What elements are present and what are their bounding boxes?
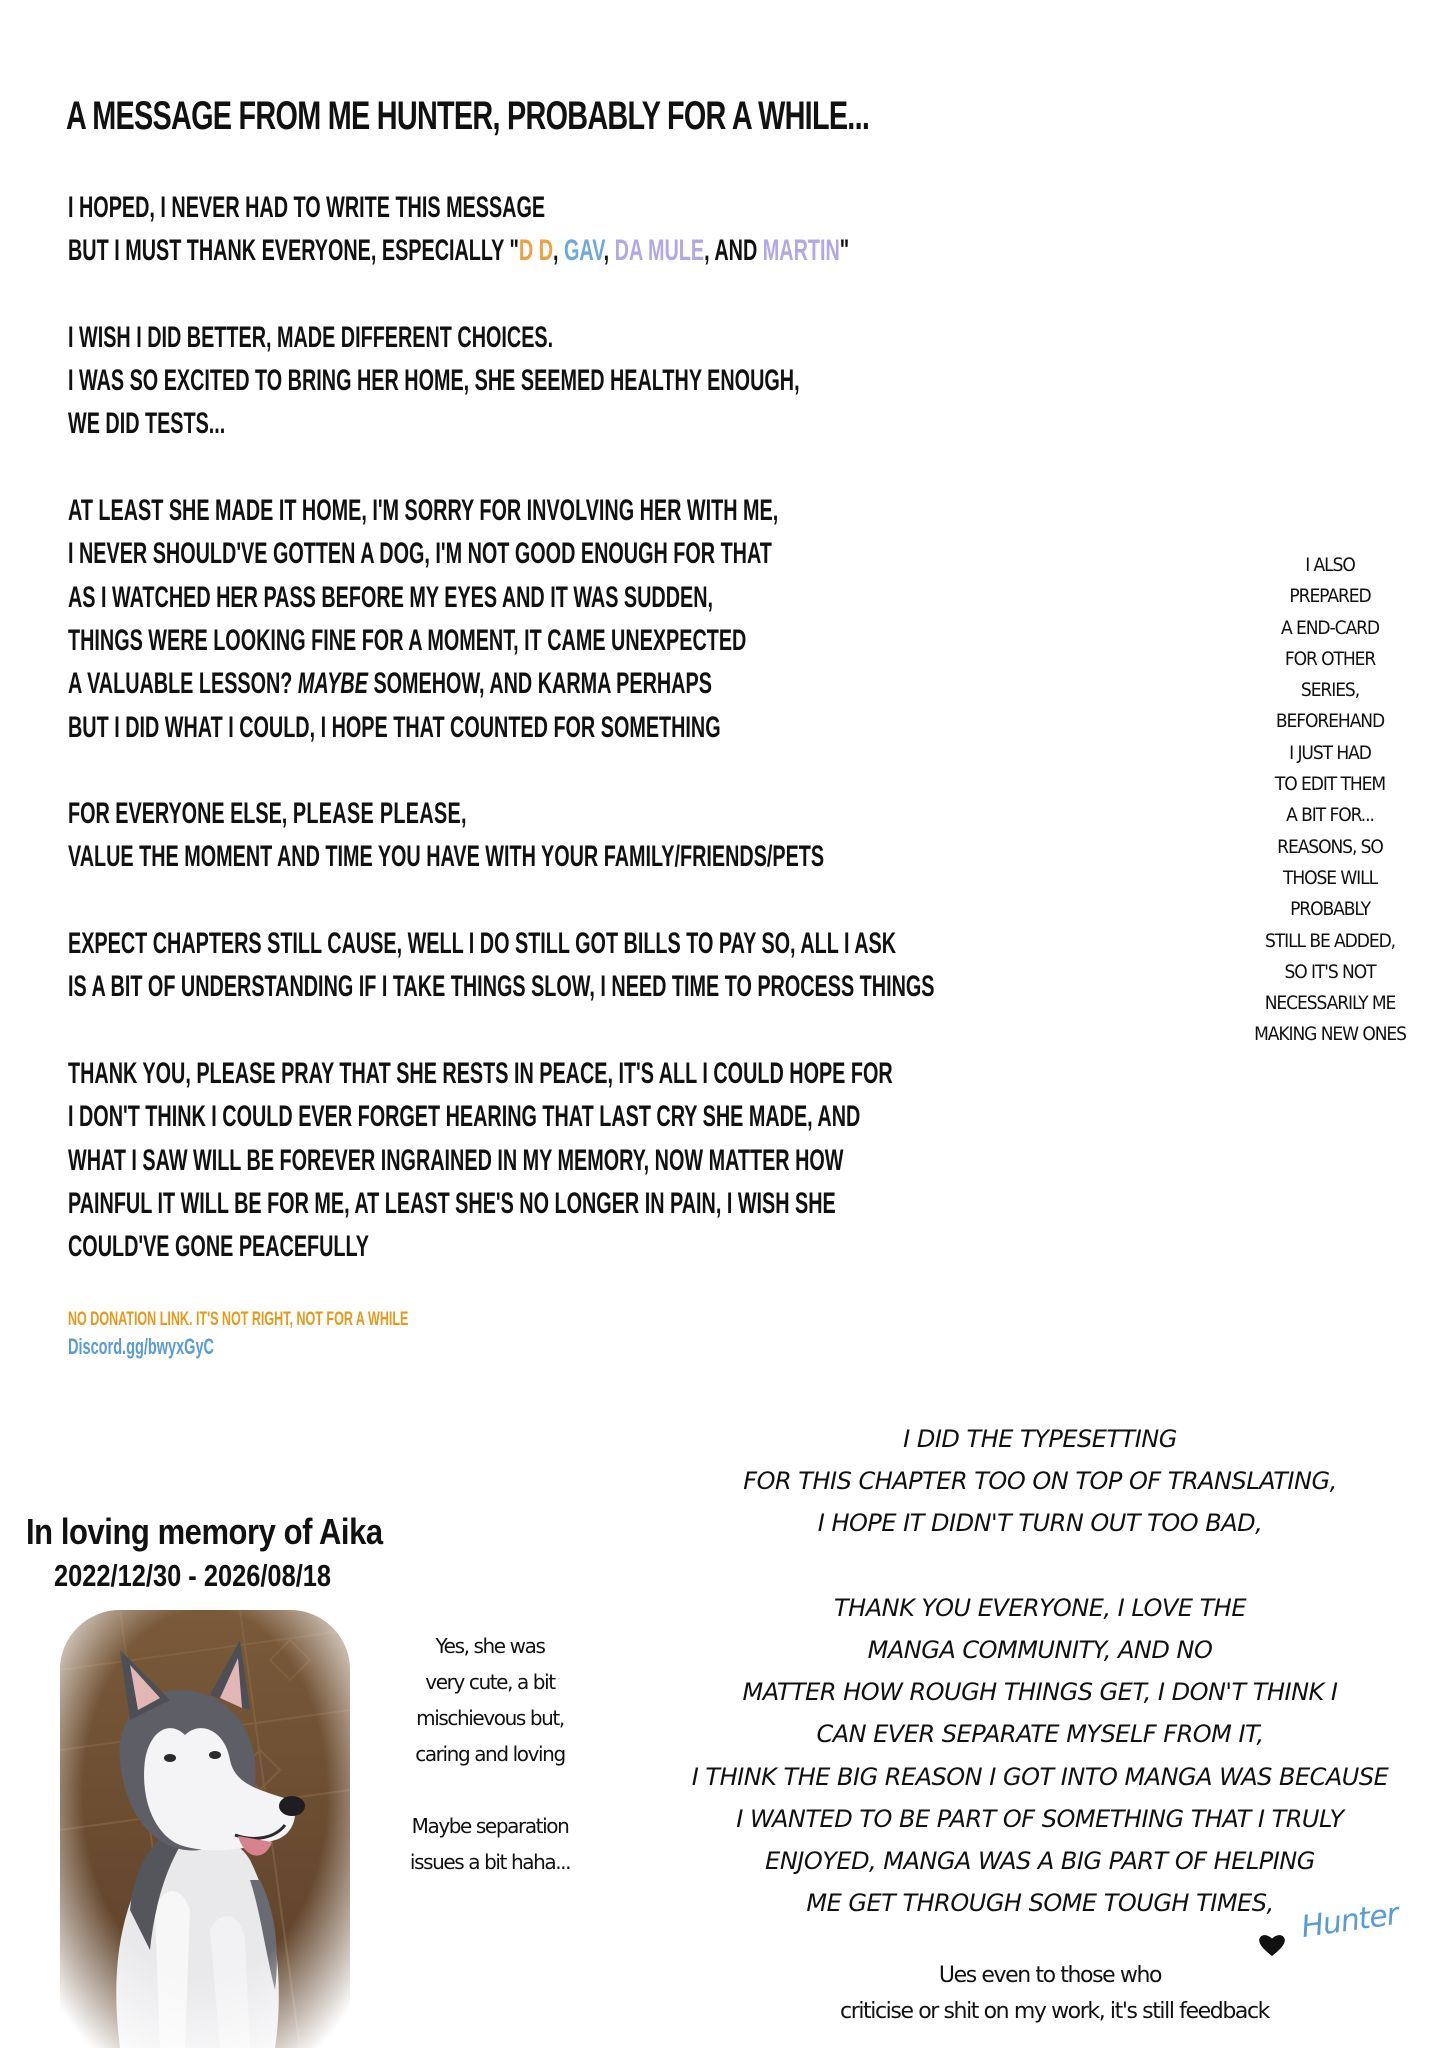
message-line: PAINFUL IT WILL BE FOR ME, AT LEAST SHE'S NO LONGER IN PAIN, I WISH SHE	[68, 1186, 836, 1220]
cute-note-line: Yes, she was	[435, 1634, 545, 1658]
signature-name: Hunter	[1299, 1896, 1401, 1945]
note-line: FOR THIS CHAPTER TOO ON TOP OF TRANSLATING,	[743, 1467, 1337, 1496]
separator: ,	[603, 234, 615, 268]
message-line: BUT I DID WHAT I COULD, I HOPE THAT COUNTED FOR SOMETHING	[68, 710, 721, 744]
name-dd: D D	[518, 234, 554, 268]
name-martin: MARTIN	[762, 234, 840, 268]
cute-note-line: Maybe separation	[411, 1814, 569, 1838]
thanks-suffix: "	[839, 234, 850, 268]
lesson-suffix: SOMEHOW, AND KARMA PERHAPS	[367, 667, 712, 701]
side-note-line: A BIT FOR...	[1286, 804, 1374, 827]
message-body	[68, 186, 935, 1268]
note-line: I THINK THE BIG REASON I GOT INTO MANGA WAS BECAUSE	[691, 1762, 1389, 1791]
side-note-line: SERIES,	[1300, 679, 1360, 702]
side-note-line: MAKING NEW ONES	[1254, 1023, 1406, 1046]
message-line: AS I WATCHED HER PASS BEFORE MY EYES AND IT WAS SUDDEN,	[68, 580, 714, 614]
typesetting-note	[640, 1418, 1440, 1924]
bottom-note	[840, 1958, 1270, 2030]
note-line: MANGA COMMUNITY, AND NO	[867, 1636, 1213, 1664]
side-note-line: THOSE WILL	[1282, 866, 1378, 889]
note-line: ENJOYED, MANGA WAS A BIG PART OF HELPING	[765, 1847, 1315, 1876]
side-note-line: I JUST HAD	[1289, 741, 1371, 764]
cute-note-line: issues a bit haha...	[409, 1850, 571, 1874]
donation-note: NO DONATION LINK. IT'S NOT RIGHT, NOT FOR A WHILE	[68, 1309, 409, 1330]
cute-note-line: caring and loving	[415, 1742, 565, 1766]
message-line: VALUE THE MOMENT AND TIME YOU HAVE WITH YOUR FAMILY/FRIENDS/PETS	[68, 840, 825, 874]
message-line: THINGS WERE LOOKING FINE FOR A MOMENT, IT CAME UNEXPECTED	[68, 623, 747, 657]
side-note-line: PROBABLY	[1290, 898, 1370, 921]
side-note-line: FOR OTHER	[1284, 647, 1376, 670]
memorial-header	[26, 1510, 441, 1598]
message-line	[68, 662, 926, 705]
note-line: MATTER HOW ROUGH THINGS GET, I DON'T THINK I	[742, 1678, 1338, 1707]
message-line: COULD'VE GONE PEACEFULLY	[68, 1230, 370, 1264]
side-note-line: REASONS, SO	[1277, 835, 1383, 858]
message-line: EXPECT CHAPTERS STILL CAUSE, WELL I DO STILL GOT BILLS TO PAY SO, ALL I ASK	[68, 927, 897, 961]
message-line	[68, 792, 926, 835]
message-line: I HOPED, I NEVER HAD TO WRITE THIS MESSAGE	[68, 191, 546, 224]
message-line: I WISH I DID BETTER, MADE DIFFERENT CHOICES.	[68, 320, 554, 354]
note-line: I WANTED TO BE PART OF SOMETHING THAT I TRULY	[736, 1804, 1344, 1833]
husky-dog-photo	[60, 1610, 350, 2048]
note-line: CAN EVER SEPARATE MYSELF FROM IT,	[816, 1720, 1264, 1749]
heart-icon	[1258, 1932, 1286, 1958]
message-line: WHAT I SAW WILL BE FOREVER INGRAINED IN MY MEMORY, NOW MATTER HOW	[68, 1143, 844, 1177]
name-da-mule: DA MULE	[614, 234, 705, 268]
everyone-suffix: ,	[461, 797, 467, 831]
side-note-line: PREPARED	[1289, 585, 1371, 608]
side-note-line: A END-CARD	[1281, 616, 1379, 639]
note-line: I HOPE IT DIDN'T TURN OUT TOO BAD,	[817, 1509, 1263, 1538]
please-emphasis: PLEASE PLEASE	[292, 797, 462, 831]
cute-note-line: mischievous but,	[416, 1706, 564, 1730]
lesson-prefix: A VALUABLE LESSON?	[68, 667, 298, 701]
side-note-line: I ALSO	[1305, 554, 1355, 576]
separator: , AND	[704, 234, 763, 268]
message-line: AT LEAST SHE MADE IT HOME, I'M SORRY FOR INVOLVING HER WITH ME,	[68, 494, 779, 528]
message-line: I WAS SO EXCITED TO BRING HER HOME, SHE SEEMED HEALTHY ENOUGH,	[68, 364, 800, 398]
side-note	[1220, 550, 1440, 1051]
note-line: I DID THE TYPESETTING	[903, 1425, 1177, 1453]
cute-note	[380, 1628, 600, 1880]
message-line: IS A BIT OF UNDERSTANDING IF I TAKE THINGS SLOW, I NEED TIME TO PROCESS THINGS	[68, 970, 935, 1004]
message-line: I NEVER SHOULD'VE GOTTEN A DOG, I'M NOT GOOD ENOUGH FOR THAT	[68, 537, 772, 571]
bottom-note-line: Ues even to those who	[938, 1963, 1162, 1988]
memorial-dates: 2022/12/30 - 2026/08/18	[54, 1558, 332, 1593]
side-note-line: BEFOREHAND	[1275, 710, 1385, 733]
maybe-emphasis: MAYBE	[297, 667, 368, 701]
side-note-line: STILL BE ADDED,	[1264, 929, 1396, 952]
footnote	[68, 1307, 408, 1361]
side-note-line: TO EDIT THEM	[1274, 773, 1386, 796]
everyone-prefix: FOR EVERYONE ELSE,	[68, 797, 293, 831]
memorial-title: In loving memory of Aika	[26, 1511, 383, 1552]
message-line: WE DID TESTS...	[68, 407, 226, 441]
cute-note-line: very cute, a bit	[425, 1670, 555, 1694]
separator: ,	[553, 234, 565, 268]
thanks-line	[68, 229, 926, 272]
note-line: THANK YOU EVERYONE, I LOVE THE	[833, 1593, 1246, 1622]
note-line: ME GET THROUGH SOME TOUGH TIMES,	[806, 1889, 1274, 1918]
message-line: THANK YOU, PLEASE PRAY THAT SHE RESTS IN PEACE, IT'S ALL I COULD HOPE FOR	[68, 1056, 893, 1090]
page-title: A MESSAGE FROM ME HUNTER, PROBABLY FOR A WHILE...	[66, 94, 870, 138]
discord-link[interactable]: Discord.gg/bwyxGyC	[68, 1334, 215, 1359]
bottom-note-line: criticise or shit on my work, it's still feedback	[840, 1999, 1270, 2024]
message-line: I DON'T THINK I COULD EVER FORGET HEARING THAT LAST CRY SHE MADE, AND	[68, 1100, 861, 1134]
side-note-line: SO IT'S NOT	[1284, 960, 1376, 983]
thanks-prefix: BUT I MUST THANK EVERYONE, ESPECIALLY "	[68, 234, 519, 268]
name-gav: GAV	[564, 234, 604, 268]
side-note-line: NECESSARILY ME	[1264, 992, 1396, 1015]
